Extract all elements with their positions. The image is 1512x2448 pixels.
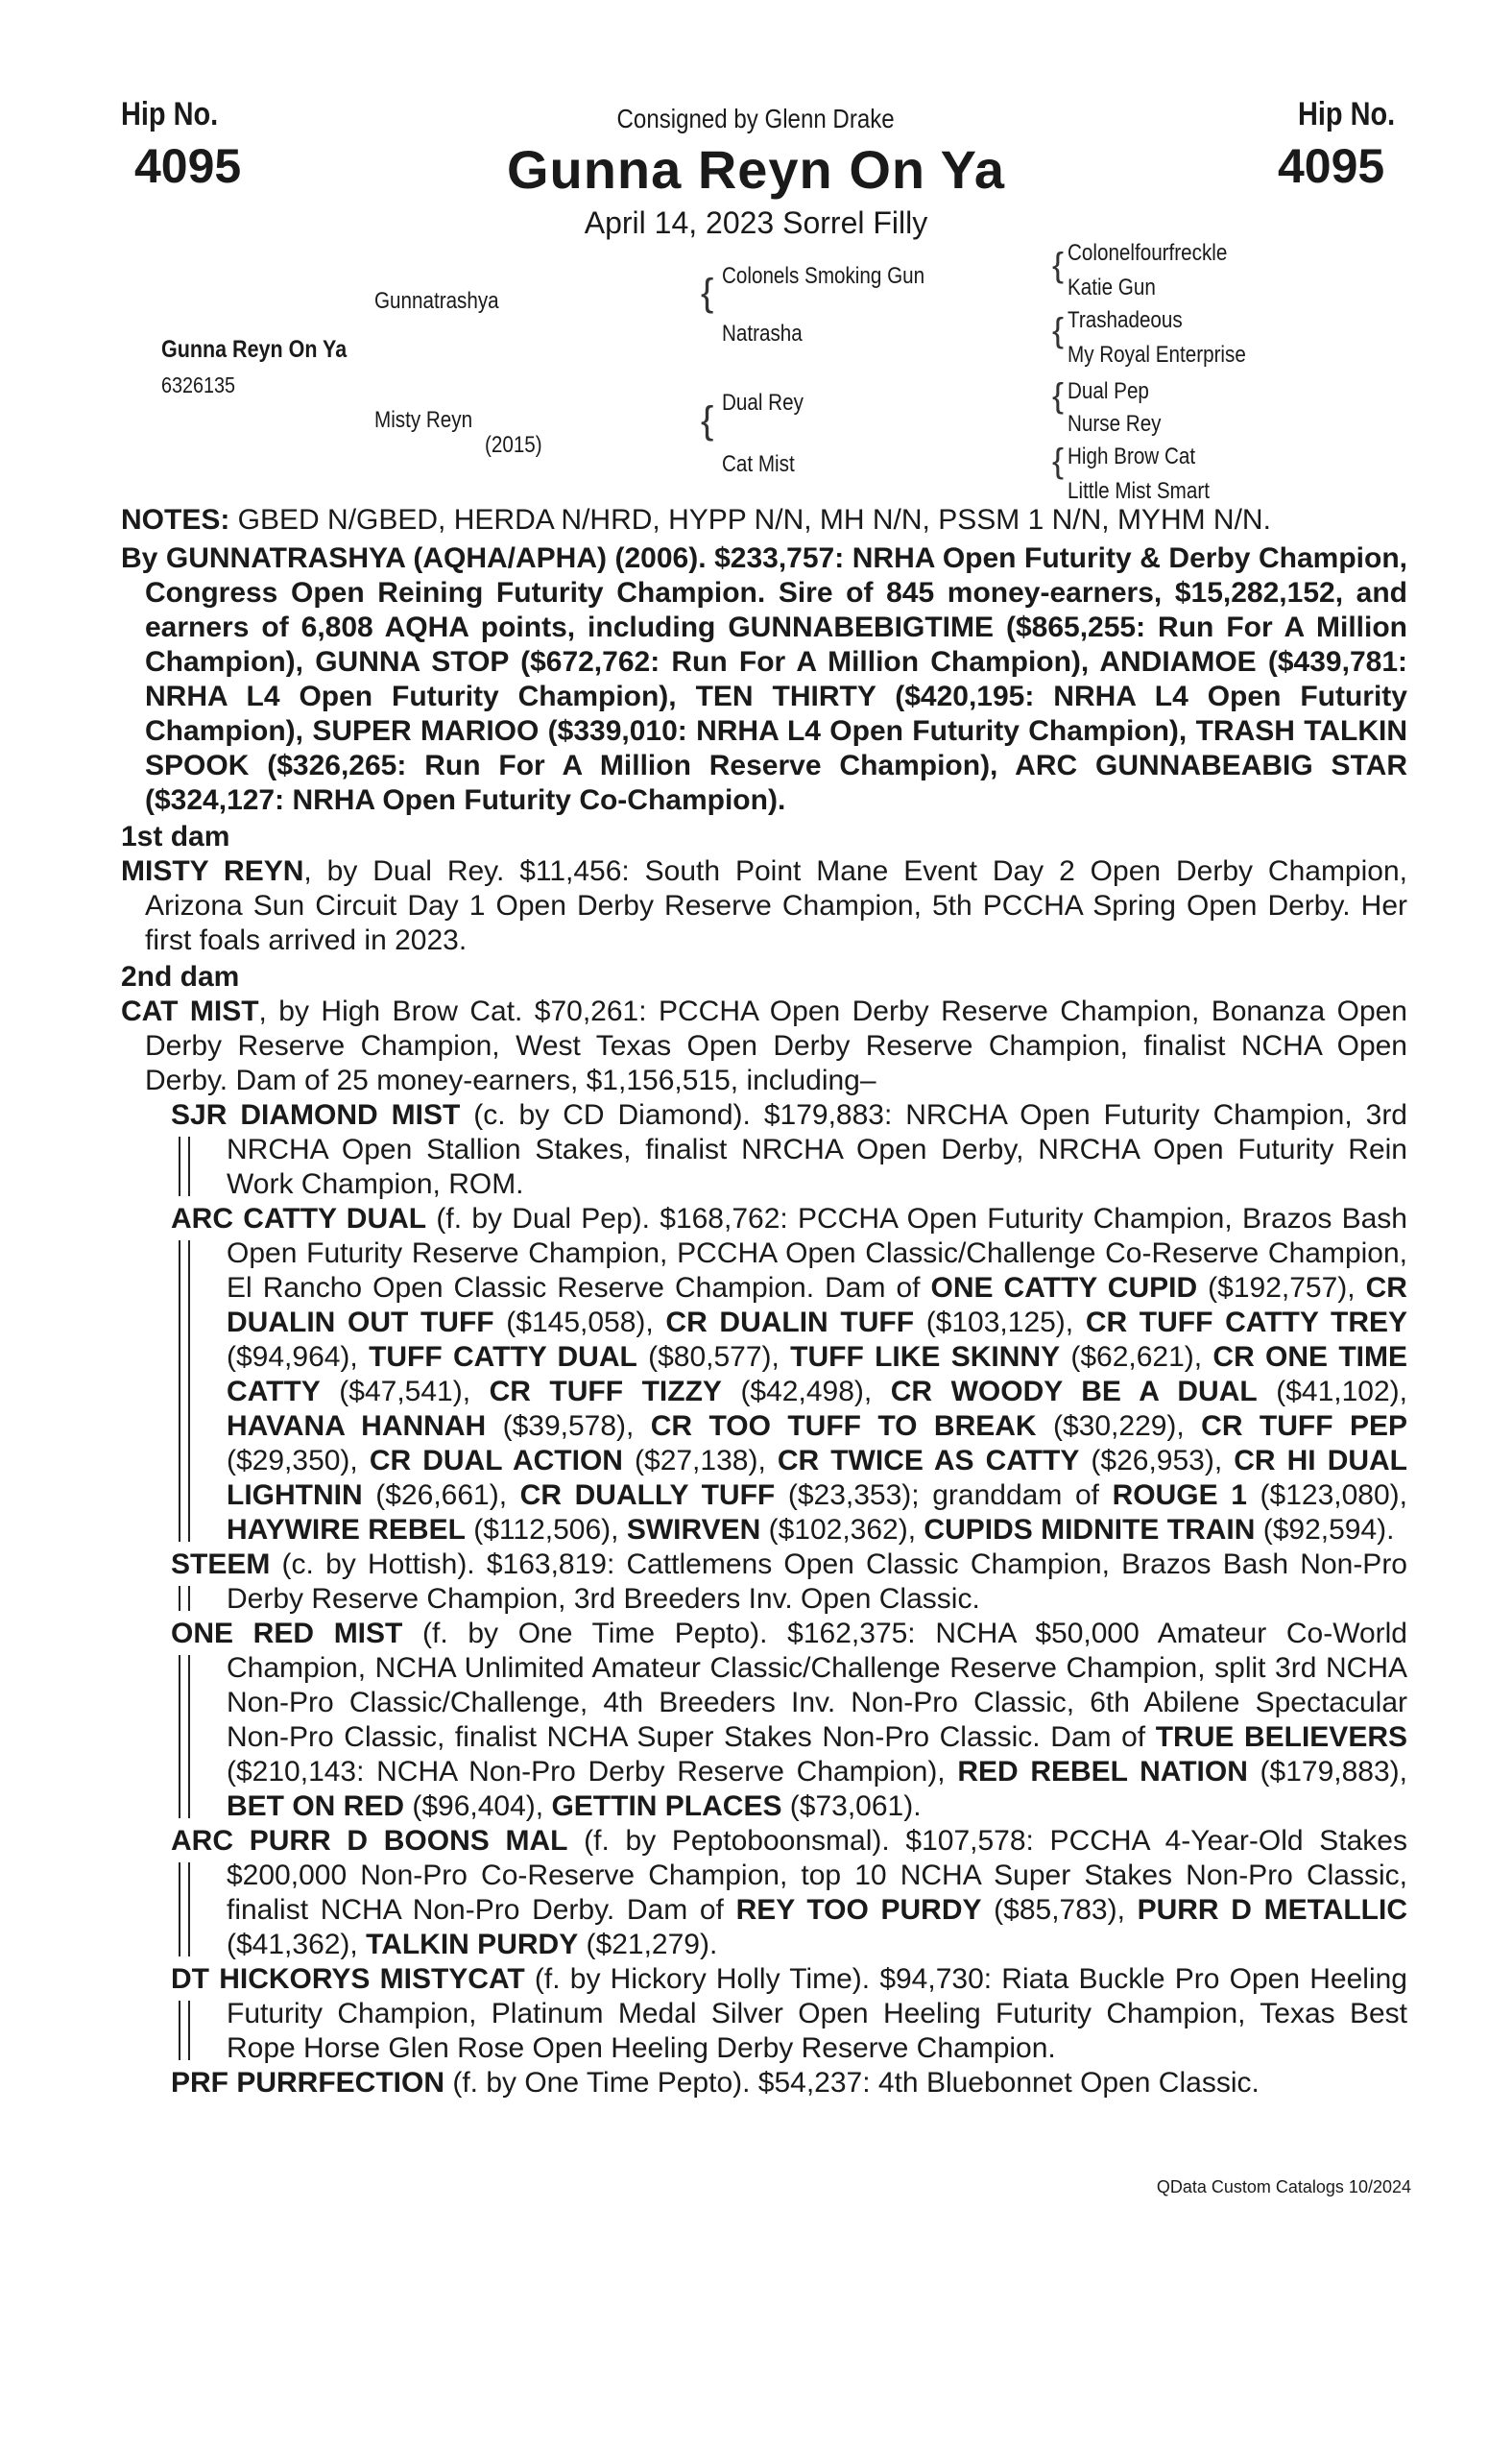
second-dam-heading: 2nd dam xyxy=(121,961,240,993)
progeny-name: TUFF LIKE SKINNY xyxy=(790,1341,1061,1373)
produce-entry xyxy=(171,2066,1407,2100)
sire-paragraph: By GUNNATRASHYA (AQHA/APHA) (2006). $233,757: NRHA Open Futurity & Derby Champion, Congress Open Reining Futurity Champion. Sire of 845 money-earners, $15,282,152, and earners of 6,808 AQHA points, including GUNNABEBIGTIME ($865,255: Run For A Million Champion), GUNNA STOP ($672,762: Run For A Million Champion), ANDIAMOE ($439,781: NRHA L4 Open Futurity Champion), TEN THIRTY ($420,195: NRHA L4 Open Futurity Champion), SUPER MARIOO ($339,010: NRHA L4 Open Futurity Champion), TRASH TALKIN SPOOK ($326,265: Run For A Million Reserve Champion), ARC GUNNABEABIG STAR ($324,127: NRHA Open Futurity Co-Champion). xyxy=(121,542,1407,816)
progeny-earnings: ($39,578), xyxy=(486,1410,651,1442)
produce-entry xyxy=(171,1548,1407,1617)
brace-g1: { xyxy=(1052,245,1065,284)
progeny-earnings: ($112,506), xyxy=(465,1514,627,1546)
produce-text: (f. by One Time Pepto). $162,375: NCHA $50,000 Amateur Co-World Champion, NCHA Unlimited Amateur Classic/Challenge Reserve Champion, split 3rd NCHA Non-Pro Classic/Challenge, 4th Breeders Inv. Non-Pro Classic, 6th Abilene Spectacular Non-Pro Classic, finalist NCHA Super Stakes Non-Pro Classic. Dam of xyxy=(227,1618,1407,1753)
progeny-earnings: ($26,953), xyxy=(1079,1445,1235,1476)
produce-entry xyxy=(171,1098,1407,1202)
catalog-footer: QData Custom Catalogs 10/2024 xyxy=(1156,2177,1411,2196)
produce-bar xyxy=(179,1137,190,1196)
progeny-earnings: ($145,058), xyxy=(493,1307,666,1338)
pedigree-sire-dam: Natrasha xyxy=(722,321,803,347)
progeny-earnings: ($26,661), xyxy=(362,1479,520,1511)
produce-bar xyxy=(179,2001,190,2060)
progeny-earnings: ($41,362), xyxy=(227,1929,367,1960)
hip-label-right: Hip No. xyxy=(1298,96,1396,132)
progeny-earnings: ($85,783), xyxy=(981,1894,1138,1926)
pedigree-g1: Colonelfourfreckle xyxy=(1068,240,1228,266)
consignor-line: Consigned by Glenn Drake xyxy=(616,104,896,133)
progeny-name: GETTIN PLACES xyxy=(551,1790,782,1822)
pedigree-dam-year: (2015) xyxy=(485,432,542,458)
progeny-name: CR TUFF PEP xyxy=(1201,1410,1407,1442)
progeny-earnings: ($94,964), xyxy=(227,1341,370,1373)
progeny-earnings: ($179,883), xyxy=(1247,1756,1407,1788)
pedigree-g7: High Brow Cat xyxy=(1068,444,1196,469)
produce-name: PRF PURRFECTION xyxy=(171,2067,444,2099)
pedigree-g8: Little Mist Smart xyxy=(1068,478,1210,504)
produce-text: (f. by Dual Pep). $168,762: PCCHA Open Futurity Champion, Brazos Bash Open Futurity Reserve Champion, PCCHA Open Classic/Challenge Co-Reserve Champion, El Rancho Open Classic Reserve Champion. Dam of xyxy=(227,1203,1407,1304)
progeny-name: TRUE BELIEVERS xyxy=(1155,1721,1407,1753)
progeny-earnings: ($96,404), xyxy=(404,1790,552,1822)
second-dam-paragraph: CAT MIST, by High Brow Cat. $70,261: PCCHA Open Derby Reserve Champion, Bonanza Open Derby Reserve Champion, West Texas Open Derby Reserve Champion, finalist NCHA Open Derby. Dam of 25 money-earners, $1,156,515, including– xyxy=(121,996,1407,1096)
progeny-name: CR DUAL ACTION xyxy=(369,1445,623,1476)
pedigree-g2: Katie Gun xyxy=(1068,275,1156,300)
first-dam-heading: 1st dam xyxy=(121,821,230,852)
progeny-name: CUPIDS MIDNITE TRAIN xyxy=(924,1514,1256,1546)
produce-entry xyxy=(171,1617,1407,1824)
produce-name: ARC PURR D BOONS MAL xyxy=(171,1825,568,1857)
pedigree-subject: Gunna Reyn On Ya xyxy=(161,336,348,363)
progeny-name: ONE CATTY CUPID xyxy=(930,1272,1198,1304)
produce-bar xyxy=(179,1862,190,1956)
progeny-earnings: ($73,061). xyxy=(781,1790,922,1822)
first-dam-paragraph: MISTY REYN, by Dual Rey. $11,456: South Point Mane Event Day 2 Open Derby Champion, Arizona Sun Circuit Day 1 Open Derby Reserve Champion, 5th PCCHA Spring Open Derby. Her first foals arrived in 2023. xyxy=(121,855,1407,956)
hip-number-right: 4095 xyxy=(1278,139,1385,193)
pedigree-registration: 6326135 xyxy=(161,372,236,397)
produce-text: (f. by One Time Pepto). $54,237: 4th Bluebonnet Open Classic. xyxy=(444,2067,1260,2099)
progeny-earnings: ($27,138), xyxy=(622,1445,778,1476)
produce-entry xyxy=(171,1824,1407,1962)
progeny-name: TALKIN PURDY xyxy=(366,1929,579,1960)
progeny-earnings: ($103,125), xyxy=(914,1307,1086,1338)
pedigree-sire: Gunnatrashya xyxy=(374,288,499,314)
progeny-name: CR WOODY BE A DUAL xyxy=(890,1376,1258,1407)
foaling-info: April 14, 2023 Sorrel Filly xyxy=(584,205,928,240)
progeny-name: CR TUFF TIZZY xyxy=(489,1376,722,1407)
progeny-name: RED REBEL NATION xyxy=(957,1756,1248,1788)
produce-bar xyxy=(179,1655,190,1818)
produce-name: DT HICKORYS MISTYCAT xyxy=(171,1963,525,1995)
progeny-name: HAVANA HANNAH xyxy=(227,1410,487,1442)
pedigree-g5: Dual Pep xyxy=(1068,378,1149,404)
catalog-body xyxy=(121,503,1407,2100)
produce-name: ONE RED MIST xyxy=(171,1618,403,1649)
pedigree-g3: Trashadeous xyxy=(1068,307,1183,333)
produce-text: (f. by Hickory Holly Time). $94,730: Riata Buckle Pro Open Heeling Futurity Champion, Platinum Medal Silver Open Heeling Futurity Champion, Texas Best Rope Horse Glen Rose Open Heeling Derby Reserve Champion. xyxy=(227,1963,1407,2064)
produce-bar xyxy=(179,1240,190,1542)
pedigree-dam: Misty Reyn xyxy=(374,407,473,433)
hip-label-left: Hip No. xyxy=(121,96,219,132)
produce-list xyxy=(121,1098,1407,2100)
progeny-earnings: ($42,498), xyxy=(721,1376,891,1407)
progeny-earnings: ($21,279). xyxy=(578,1929,718,1960)
progeny-name: CR TUFF CATTY TREY xyxy=(1085,1307,1407,1338)
pedigree-g4: My Royal Enterprise xyxy=(1068,342,1246,368)
pedigree-dam-sire: Dual Rey xyxy=(722,390,804,416)
produce-bar xyxy=(179,1586,190,1611)
progeny-name: PURR D METALLIC xyxy=(1137,1894,1407,1926)
produce-text: (f. by Peptoboonsmal). $107,578: PCCHA 4-Year-Old Stakes $200,000 Non-Pro Co-Reserve Champion, top 10 NCHA Super Stakes Non-Pro Classic, finalist NCHA Non-Pro Derby. Dam of xyxy=(227,1825,1407,1926)
produce-name: STEEM xyxy=(171,1548,271,1580)
progeny-earnings: ($41,102), xyxy=(1257,1376,1407,1407)
progeny-name: CR TWICE AS CATTY xyxy=(777,1445,1080,1476)
produce-name: SJR DIAMOND MIST xyxy=(171,1099,461,1131)
progeny-name: CR DUALIN OUT TUFF xyxy=(227,1272,1407,1338)
progeny-name: CR DUALIN TUFF xyxy=(665,1307,915,1338)
progeny-earnings: ($210,143: NCHA Non-Pro Derby Reserve Champion), xyxy=(227,1756,958,1788)
progeny-earnings: ($80,577), xyxy=(636,1341,791,1373)
progeny-name: CR ONE TIME CATTY xyxy=(227,1341,1408,1407)
produce-entry xyxy=(171,1202,1407,1548)
produce-text: (c. by CD Diamond). $179,883: NRCHA Open Futurity Champion, 3rd NRCHA Open Stallion Stakes, finalist NRCHA Open Derby, NRCHA Open Futurity Rein Work Champion, ROM. xyxy=(227,1099,1407,1200)
progeny-earnings: ($47,541), xyxy=(320,1376,490,1407)
progeny-earnings: ($92,594). xyxy=(1255,1514,1395,1546)
brace-sire: { xyxy=(701,272,714,314)
brace-g4: { xyxy=(1052,441,1065,480)
produce-name: ARC CATTY DUAL xyxy=(171,1203,427,1235)
progeny-name: BET ON RED xyxy=(227,1790,405,1822)
progeny-name: HAYWIRE REBEL xyxy=(227,1514,466,1546)
progeny-earnings: ($192,757), xyxy=(1197,1272,1366,1304)
progeny-name: CR DUALLY TUFF xyxy=(519,1479,776,1511)
brace-g2: { xyxy=(1052,310,1065,349)
horse-title: Gunna Reyn On Ya xyxy=(506,139,1006,200)
notes-line: NOTES: GBED N/GBED, HERDA N/HRD, HYPP N/N, MH N/N, PSSM 1 N/N, MYHM N/N. xyxy=(121,504,1271,536)
brace-dam: { xyxy=(701,399,714,442)
hip-number-left: 4095 xyxy=(134,139,242,193)
progeny-name: TUFF CATTY DUAL xyxy=(369,1341,637,1373)
progeny-earnings: ($29,350), xyxy=(227,1445,370,1476)
brace-g3: { xyxy=(1052,375,1065,415)
progeny-name: SWIRVEN xyxy=(626,1514,761,1546)
progeny-name: REY TOO PURDY xyxy=(735,1894,982,1926)
progeny-earnings: ($23,353); granddam of xyxy=(775,1479,1113,1511)
pedigree-g6: Nurse Rey xyxy=(1068,411,1162,437)
progeny-name: ROUGE 1 xyxy=(1112,1479,1247,1511)
progeny-name: CR HI DUAL LIGHTNIN xyxy=(227,1445,1408,1511)
progeny-name: CR TOO TUFF TO BREAK xyxy=(650,1410,1037,1442)
progeny-earnings: ($123,080), xyxy=(1246,1479,1408,1511)
pedigree-dam-dam: Cat Mist xyxy=(722,451,795,477)
produce-entry xyxy=(171,1962,1407,2066)
progeny-earnings: ($30,229), xyxy=(1036,1410,1202,1442)
produce-text: (c. by Hottish). $163,819: Cattlemens Open Classic Champion, Brazos Bash Non-Pro Derby Reserve Champion, 3rd Breeders Inv. Open Classic. xyxy=(227,1548,1407,1615)
progeny-earnings: ($102,362), xyxy=(760,1514,924,1546)
progeny-earnings: ($62,621), xyxy=(1060,1341,1213,1373)
pedigree-sire-sire: Colonels Smoking Gun xyxy=(722,263,925,289)
